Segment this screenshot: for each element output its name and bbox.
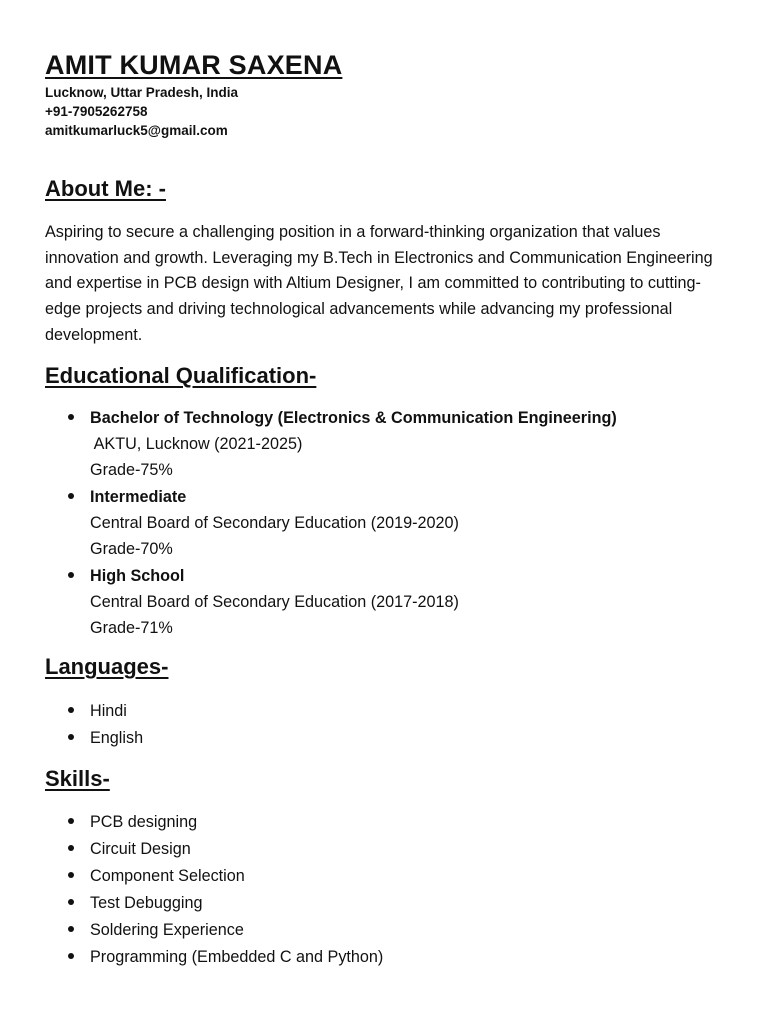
candidate-name: AMIT KUMAR SAXENA <box>45 50 343 80</box>
skill-label: Test Debugging <box>90 894 203 912</box>
contact-phone: +91-7905262758 <box>45 104 148 119</box>
list-item <box>45 836 383 863</box>
bullet-icon <box>68 493 74 499</box>
education-grade: Grade-75% <box>90 461 173 479</box>
skill-label: Circuit Design <box>90 840 191 858</box>
bullet-icon <box>68 926 74 932</box>
education-item-high-school <box>45 563 617 641</box>
bullet-icon <box>68 872 74 878</box>
list-item <box>45 944 383 971</box>
education-item-btech <box>45 405 617 483</box>
education-degree: Intermediate <box>90 488 187 506</box>
education-grade: Grade-70% <box>90 540 173 558</box>
about-heading: About Me: - <box>45 176 166 201</box>
languages-list <box>45 698 143 752</box>
language-label: Hindi <box>90 702 127 720</box>
list-item <box>45 890 383 917</box>
list-item <box>45 725 143 752</box>
list-item <box>45 809 383 836</box>
list-item <box>45 863 383 890</box>
language-label: English <box>90 729 144 747</box>
bullet-icon <box>68 572 74 578</box>
education-grade: Grade-71% <box>90 619 173 637</box>
bullet-icon <box>68 707 74 713</box>
bullet-icon <box>68 734 74 740</box>
education-institution: Central Board of Secondary Education (2017-2018) <box>90 593 459 611</box>
bullet-icon <box>68 845 74 851</box>
about-text: Aspiring to secure a challenging position in a forward-thinking organization that values innovation and growth. Leveraging my B.Tech in Electronics and Communication Engineering and expertise in PCB design with Altium Designer, I am committed to contributing to cutting-edge projects and driving technological advancements while advancing my professional development. <box>45 223 713 344</box>
skills-list <box>45 809 383 971</box>
education-degree: Bachelor of Technology (Electronics & Communication Engineering) <box>90 409 617 427</box>
bullet-icon <box>68 899 74 905</box>
education-item-intermediate <box>45 484 617 562</box>
languages-heading: Languages- <box>45 654 169 679</box>
education-institution: Central Board of Secondary Education (2019-2020) <box>90 514 459 532</box>
education-heading: Educational Qualification- <box>45 363 317 388</box>
skill-label: Soldering Experience <box>90 921 244 939</box>
skill-label: Programming (Embedded C and Python) <box>90 948 384 966</box>
education-institution: AKTU, Lucknow (2021-2025) <box>90 435 303 453</box>
skills-heading: Skills- <box>45 766 110 791</box>
contact-email: amitkumarluck5@gmail.com <box>45 123 228 138</box>
contact-location: Lucknow, Uttar Pradesh, India <box>45 85 239 100</box>
bullet-icon <box>68 818 74 824</box>
bullet-icon <box>68 953 74 959</box>
list-item <box>45 698 143 725</box>
education-list <box>45 405 617 642</box>
bullet-icon <box>68 414 74 420</box>
education-degree: High School <box>90 567 185 585</box>
skill-label: PCB designing <box>90 813 198 831</box>
skill-label: Component Selection <box>90 867 245 885</box>
list-item <box>45 917 383 944</box>
